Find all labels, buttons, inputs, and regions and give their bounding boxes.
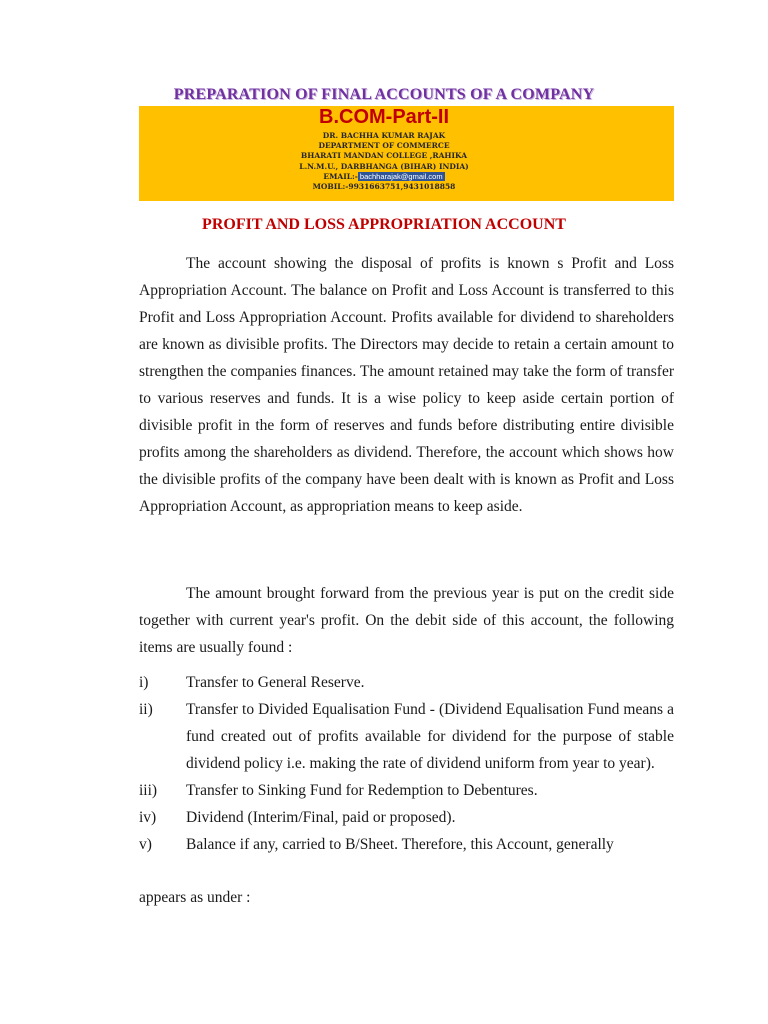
list-item: [139, 831, 674, 858]
list-item-number: ii): [139, 701, 153, 718]
list-item-number: i): [139, 674, 149, 691]
document-title: PREPARATION OF FINAL ACCOUNTS OF A COMPANY: [173, 86, 595, 103]
debit-items-list: [139, 669, 674, 858]
paragraph-debit-items-intro: The amount brought forward from the previous year is put on the credit side together with current year's profit. On the debit side of this account, the following items are usually found :: [139, 585, 674, 656]
paragraph-appropriation-definition: The account showing the disposal of profits is known s Profit and Loss Appropriation Account. The balance on Profit and Loss Account is transferred to this Profit and Loss Appropriation Account. Profits available for dividend to shareholders are known as divisible profits. The Directors may decide to retain a certain amount to strengthen the companies finances. The amount retained may take the form of transfer to various reserves and funds. It is a wise policy to keep aside certain portion of divisible profit in the form of reserves and funds before distributing entire divisible profits among the shareholders as dividend. Therefore, the account which shows how the divisible profits of the company have been dealt with is known as Profit and Loss Appropriation Account, as appropriation means to keep aside.: [139, 255, 674, 515]
list-item: [139, 804, 674, 831]
course-label: B.COM-Part-II: [319, 106, 449, 128]
list-item-text: Transfer to Divided Equalisation Fund - (Dividend Equalisation Fund means a fund created out of profits available for dividend for the purpose of stable dividend policy i.e. making the rate of dividend uniform from year to year).: [186, 701, 674, 772]
list-item-text: Transfer to Sinking Fund for Redemption to Debentures.: [186, 782, 538, 799]
author-department: DEPARTMENT OF COMMERCE: [318, 141, 450, 151]
author-email-line: [0, 172, 768, 182]
list-item: [139, 669, 674, 696]
author-college: BHARATI MANDAN COLLEGE ,RAHIKA: [300, 151, 468, 161]
author-name: DR. BACHHA KUMAR RAJAK: [322, 131, 446, 140]
list-item-number: v): [139, 836, 152, 853]
list-item: [139, 696, 674, 777]
list-item-text: Dividend (Interim/Final, paid or proposed).: [186, 809, 456, 826]
list-item: [139, 777, 674, 804]
list-item-number: iii): [139, 782, 158, 799]
section-title: PROFIT AND LOSS APPROPRIATION ACCOUNT: [202, 216, 566, 233]
email-label: EMAIL:-: [323, 171, 358, 181]
list-item-text: Balance if any, carried to B/Sheet. Therefore, this Account, generally: [186, 836, 614, 853]
list-item-number: iv): [139, 809, 157, 826]
closing-line: appears as under :: [139, 889, 251, 906]
list-item-text: Transfer to General Reserve.: [186, 674, 365, 691]
author-university: L.N.M.U., DARBHANGA (BIHAR) INDIA): [299, 161, 469, 171]
email-link[interactable]: bachharajak@gmail.com: [359, 171, 443, 181]
author-details: [0, 131, 768, 192]
author-mobile: MOBIL:-9931663751,9431018858: [312, 182, 456, 192]
